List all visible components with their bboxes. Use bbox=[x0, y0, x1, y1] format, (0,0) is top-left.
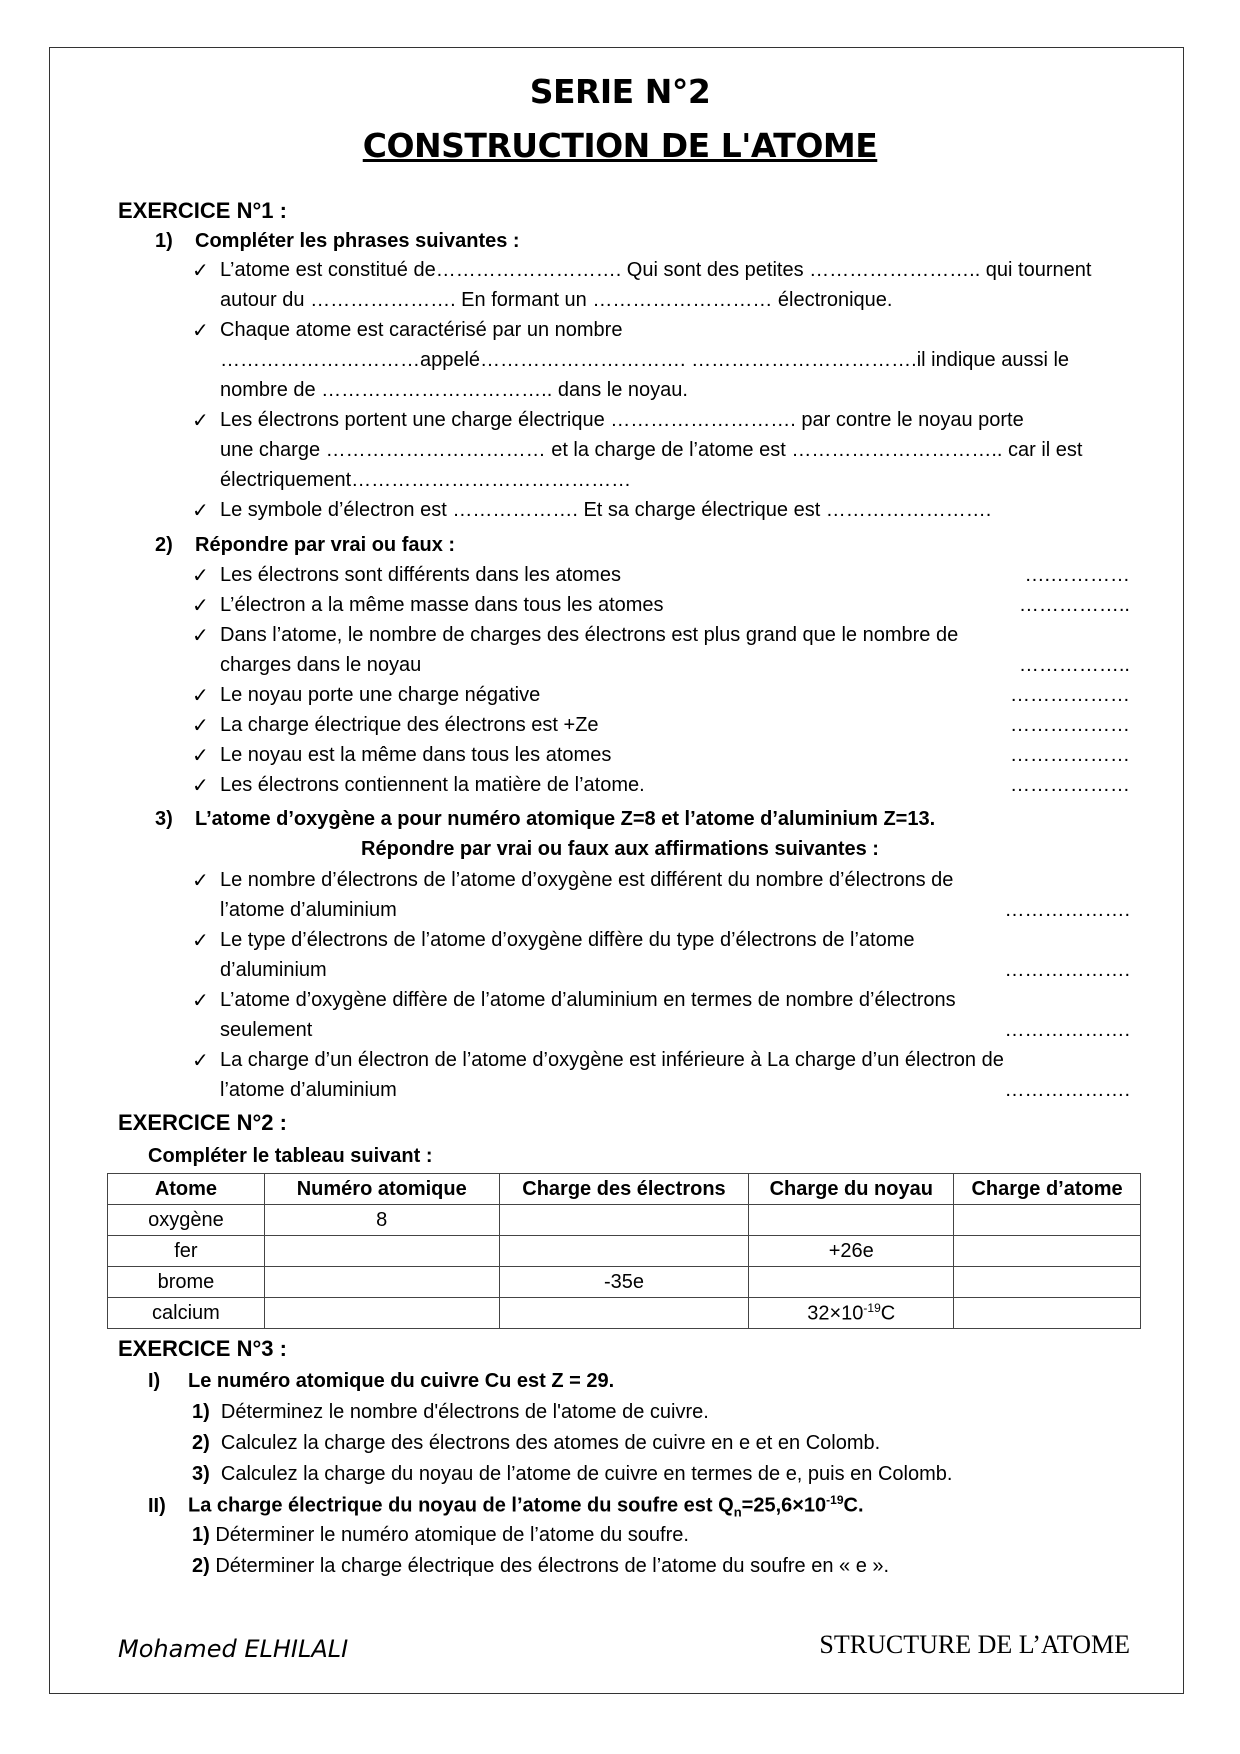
table-cell bbox=[954, 1205, 1141, 1236]
table-cell bbox=[499, 1298, 749, 1329]
table-cell bbox=[264, 1267, 499, 1298]
sentence-line: une charge …………………………… et la charge de l’atome est ………………………….. car il est bbox=[220, 439, 1083, 461]
answer-blank: ……………… bbox=[1010, 684, 1130, 706]
question-1-1: 1) Compléter les phrases suivantes : bbox=[155, 230, 520, 252]
exercise-1-heading: EXERCICE N°1 : bbox=[118, 198, 287, 223]
statement: l’atome d’aluminium bbox=[220, 1079, 397, 1101]
check-icon: ✓ bbox=[192, 565, 209, 587]
page-title: CONSTRUCTION DE L'ATOME bbox=[362, 126, 878, 165]
statement: La charge électrique des électrons est +Ze bbox=[220, 714, 599, 736]
table-row bbox=[108, 1267, 1141, 1298]
statement: d’aluminium bbox=[220, 959, 327, 981]
part-1-heading: I) Le numéro atomique du cuivre Cu est Z = 29. bbox=[148, 1370, 615, 1392]
table-cell bbox=[749, 1267, 954, 1298]
sentence-line: Les électrons portent une charge électrique ………………………. par contre le noyau porte bbox=[220, 409, 1024, 431]
table-cell bbox=[954, 1267, 1141, 1298]
sentence-line: L’atome est constitué de………………………. Qui sont des petites …………………….. qui tournent bbox=[220, 259, 1092, 281]
check-icon: ✓ bbox=[192, 775, 209, 797]
check-icon: ✓ bbox=[192, 930, 209, 952]
table-header-row bbox=[108, 1174, 1141, 1205]
table-cell: +26e bbox=[749, 1236, 954, 1267]
statement: Les électrons contiennent la matière de l’atome. bbox=[220, 774, 645, 796]
check-icon: ✓ bbox=[192, 745, 209, 767]
answer-blank: ……………… bbox=[1010, 774, 1130, 796]
table-cell: brome bbox=[108, 1267, 265, 1298]
table-cell bbox=[264, 1298, 499, 1329]
column-header: Charge des électrons bbox=[499, 1174, 749, 1205]
answer-blank: ………………. bbox=[1004, 959, 1130, 981]
table-cell bbox=[954, 1298, 1141, 1329]
table-cell: oxygène bbox=[108, 1205, 265, 1236]
question-item: 3) Calculez la charge du noyau de l’atome de cuivre en termes de e, puis en Colomb. bbox=[192, 1463, 953, 1485]
table-cell bbox=[499, 1236, 749, 1267]
statement: Le type d’électrons de l’atome d’oxygène diffère du type d’électrons de l’atome bbox=[220, 929, 915, 951]
answer-blank: ………………. bbox=[1004, 1079, 1130, 1101]
column-header: Numéro atomique bbox=[264, 1174, 499, 1205]
atoms-table bbox=[107, 1173, 1141, 1329]
table-cell bbox=[749, 1205, 954, 1236]
footer-subject: STRUCTURE DE L’ATOME bbox=[819, 1630, 1130, 1659]
table-cell: fer bbox=[108, 1236, 265, 1267]
sentence-line: nombre de …………………………….. dans le noyau. bbox=[220, 379, 688, 401]
check-icon: ✓ bbox=[192, 260, 209, 282]
check-icon: ✓ bbox=[192, 870, 209, 892]
exercise-2-instruction: Compléter le tableau suivant : bbox=[148, 1145, 433, 1167]
check-icon: ✓ bbox=[192, 625, 209, 647]
table-row bbox=[108, 1205, 1141, 1236]
author-name: Mohamed ELHILALI bbox=[118, 1635, 349, 1663]
check-icon: ✓ bbox=[192, 500, 209, 522]
answer-blank: ………………. bbox=[1004, 1019, 1130, 1041]
question-1-3: 3) L’atome d’oxygène a pour numéro atomique Z=8 et l’atome d’aluminium Z=13. bbox=[155, 808, 936, 830]
answer-blank: ………………. bbox=[1004, 899, 1130, 921]
statement: La charge d’un électron de l’atome d’oxygène est inférieure à La charge d’un électron de bbox=[220, 1049, 1004, 1071]
statement: seulement bbox=[220, 1019, 313, 1041]
question-item: 1) Déterminez le nombre d'électrons de l'atome de cuivre. bbox=[192, 1401, 709, 1423]
column-header: Atome bbox=[108, 1174, 265, 1205]
check-icon: ✓ bbox=[192, 685, 209, 707]
sentence-line: …………………………appelé…………………………. …………………………….il indique aussi le bbox=[220, 349, 1070, 371]
statement: charges dans le noyau bbox=[220, 654, 422, 676]
question-1-2: 2) Répondre par vrai ou faux : bbox=[155, 534, 456, 556]
answer-blank: ……………… bbox=[1010, 714, 1130, 736]
table-cell: calcium bbox=[108, 1298, 265, 1329]
question-1-3-subtitle: Répondre par vrai ou faux aux affirmations suivantes : bbox=[361, 838, 879, 860]
answer-blank: ….………… bbox=[1024, 564, 1130, 586]
check-icon: ✓ bbox=[192, 715, 209, 737]
statement: l’atome d’aluminium bbox=[220, 899, 397, 921]
column-header: Charge d’atome bbox=[954, 1174, 1141, 1205]
question-item: 1) Déterminer le numéro atomique de l’atome du soufre. bbox=[192, 1524, 689, 1546]
table-cell: -35e bbox=[499, 1267, 749, 1298]
table-cell bbox=[954, 1236, 1141, 1267]
statement: L’atome d’oxygène diffère de l’atome d’aluminium en termes de nombre d’électrons bbox=[220, 989, 956, 1011]
table-cell bbox=[264, 1236, 499, 1267]
statement: Le noyau est la même dans tous les atomes bbox=[220, 744, 612, 766]
series-title: SERIE N°2 bbox=[529, 72, 711, 111]
column-header: Charge du noyau bbox=[749, 1174, 954, 1205]
table-cell: $32\times 10^{-19}C$ bbox=[749, 1298, 954, 1329]
statement: Le nombre d’électrons de l’atome d’oxygène est différent du nombre d’électrons de bbox=[220, 869, 954, 891]
answer-blank: ……………… bbox=[1010, 744, 1130, 766]
check-icon: ✓ bbox=[192, 595, 209, 617]
question-item: 2) Déterminer la charge électrique des électrons de l’atome du soufre en « e ». bbox=[192, 1555, 890, 1577]
check-icon: ✓ bbox=[192, 990, 209, 1012]
table-row bbox=[108, 1236, 1141, 1267]
answer-blank: …………….. bbox=[1018, 654, 1130, 676]
statement: Le noyau porte une charge négative bbox=[220, 684, 541, 706]
statement: Les électrons sont différents dans les atomes bbox=[220, 564, 621, 586]
table-row bbox=[108, 1298, 1141, 1329]
answer-blank: …………….. bbox=[1018, 594, 1130, 616]
question-item: 2) Calculez la charge des électrons des atomes de cuivre en e et en Colomb. bbox=[192, 1432, 881, 1454]
statement: L’électron a la même masse dans tous les atomes bbox=[220, 594, 664, 616]
sentence-line: Le symbole d’électron est ………………. Et sa charge électrique est ……………………. bbox=[220, 499, 992, 521]
check-icon: ✓ bbox=[192, 320, 209, 342]
table-cell: 8 bbox=[264, 1205, 499, 1236]
sentence-line: électriquement…………………………………… bbox=[220, 469, 632, 491]
exercise-3-heading: EXERCICE N°3 : bbox=[118, 1336, 287, 1361]
exercise-2-heading: EXERCICE N°2 : bbox=[118, 1110, 287, 1135]
check-icon: ✓ bbox=[192, 410, 209, 432]
sentence-line: autour du …………………. En formant un ……………………… électronique. bbox=[220, 289, 893, 311]
check-icon: ✓ bbox=[192, 1050, 209, 1072]
statement: Dans l’atome, le nombre de charges des électrons est plus grand que le nombre de bbox=[220, 624, 959, 646]
table-cell bbox=[499, 1205, 749, 1236]
sentence-line: Chaque atome est caractérisé par un nombre bbox=[220, 319, 623, 341]
part-2-heading: II) La charge électrique du noyau de l’atome du soufre est $Q_n=25,6\times 10^{-19}C$. bbox=[148, 1493, 864, 1520]
